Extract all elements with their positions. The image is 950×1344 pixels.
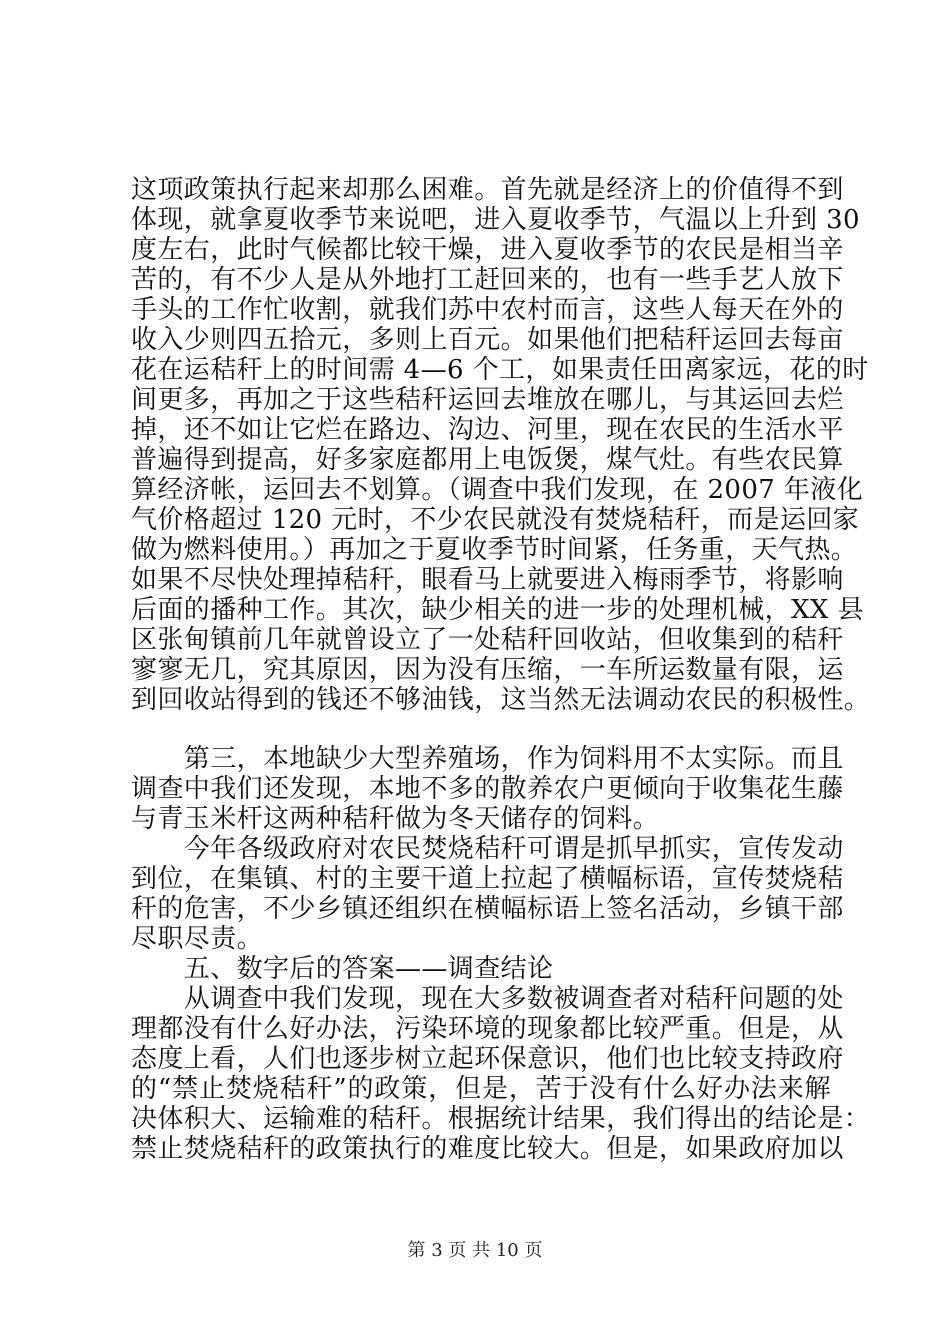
- text-line: 秆的危害，不少乡镇还组织在横幅标语上签名活动，乡镇干部: [131, 894, 844, 924]
- text-line: 决体积大、运输难的秸秆。根据统计结果，我们得出的结论是：: [131, 1104, 871, 1134]
- text-line: 间更多，再加之于这些秸秆运回去堆放在哪儿，与其运回去烂: [131, 385, 844, 415]
- text-line: 第三，本地缺少大型养殖场，作为饲料用不太实际。而且: [131, 744, 844, 774]
- text-line: 花在运秸秆上的时间需 4—6 个工，如果责任田离家远，花的时: [131, 355, 869, 385]
- section-title: 五、数字后的答案——调查结论: [131, 954, 554, 984]
- text-line: 收入少则四五拾元，多则上百元。如果他们把秸秆运回去每亩: [131, 325, 844, 355]
- text-line: 掉，还不如让它烂在路边、沟边、河里，现在农民的生活水平: [131, 415, 844, 445]
- page-footer: [0, 1240, 950, 1262]
- section-heading: [131, 954, 831, 984]
- text-line: 从调查中我们发现，现在大多数被调查者对秸秆问题的处: [131, 984, 844, 1014]
- text-line: 理都没有什么好办法，污染环境的现象都比较严重。但是，从: [131, 1014, 844, 1044]
- paragraph-spacer: [131, 715, 831, 744]
- text-line: 这项政策执行起来却那么困难。首先就是经济上的价值得不到: [131, 175, 844, 205]
- text-line: 今年各级政府对农民焚烧秸秆可谓是抓早抓实，宣传发动: [131, 834, 844, 864]
- text-line: 后面的播种工作。其次，缺少相关的进一步的处理机械，XX 县: [131, 595, 864, 625]
- text-line: 气价格超过 120 元时，不少农民就没有焚烧秸秆，而是运回家: [131, 505, 860, 535]
- text-line: 的“禁止焚烧秸秆”的政策，但是，苦于没有什么好办法来解: [131, 1074, 831, 1104]
- text-line: 到位，在集镇、村的主要干道上拉起了横幅标语，宣传焚烧秸: [131, 864, 844, 894]
- page-number: 第 3 页 共 10 页: [407, 1240, 543, 1261]
- document-body: [131, 175, 871, 1164]
- text-line: 尽职尽责。: [131, 924, 264, 954]
- text-line: 苦的，有不少人是从外地打工赶回来的，也有一些手艺人放下: [131, 265, 844, 295]
- text-line: 态度上看，人们也逐步树立起环保意识，他们也比较支持政府: [131, 1044, 844, 1074]
- text-line: 算经济帐，运回去不划算。（调查中我们发现，在 2007 年液化: [131, 475, 864, 505]
- paragraph-3: [131, 834, 844, 954]
- text-line: 禁止焚烧秸秆的政策执行的难度比较大。但是，如果政府加以: [131, 1134, 844, 1164]
- text-line: 寥寥无几，究其原因，因为没有压缩，一车所运数量有限，运: [131, 655, 844, 685]
- paragraph-2: [131, 744, 844, 834]
- paragraph-1: [131, 175, 871, 715]
- text-line: 度左右，此时气候都比较干燥，进入夏收季节的农民是相当辛: [131, 235, 844, 265]
- text-line: 如果不尽快处理掉秸秆，眼看马上就要进入梅雨季节，将影响: [131, 565, 844, 595]
- text-line: 手头的工作忙收割，就我们苏中农村而言，这些人每天在外的: [131, 295, 844, 325]
- text-line: 调查中我们还发现，本地不多的散养农户更倾向于收集花生藤: [131, 774, 844, 804]
- text-line: 做为燃料使用。）再加之于夏收季节时间紧，任务重，天气热。: [131, 535, 858, 565]
- text-line: 与青玉米杆这两种秸秆做为冬天储存的饲料。: [131, 804, 660, 834]
- text-line: 体现，就拿夏收季节来说吧，进入夏收季节，气温以上升到 30: [131, 205, 860, 235]
- text-line: 到回收站得到的钱还不够油钱，这当然无法调动农民的积极性。: [131, 685, 871, 715]
- text-line: 普遍得到提高，好多家庭都用上电饭煲，煤气灶。有些农民算: [131, 445, 844, 475]
- paragraph-5: [131, 984, 871, 1164]
- text-line: 区张甸镇前几年就曾设立了一处秸秆回收站，但收集到的秸秆: [131, 625, 844, 655]
